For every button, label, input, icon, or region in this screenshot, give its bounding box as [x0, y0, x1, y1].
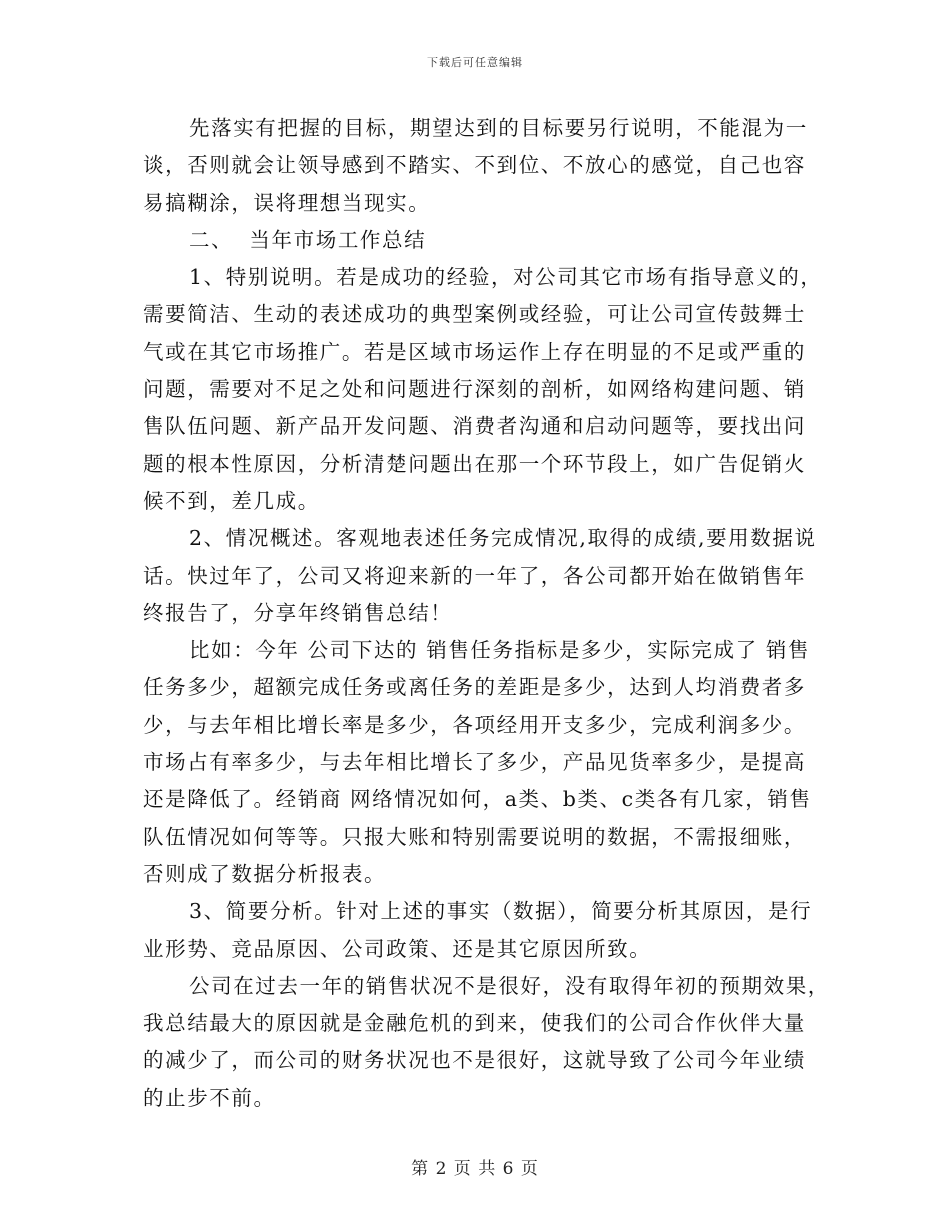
body-line: 市场占有率多少，与去年相比增长了多少，产品见货率多少，是提高 — [143, 750, 806, 775]
body-line: 任务多少，超额完成任务或离任务的差距是多少，达到人均消费者多 — [143, 675, 806, 700]
body-line: 先落实有把握的目标，期望达到的目标要另行说明，不能混为一 — [189, 116, 808, 140]
body-line: 终报告了，分享年终销售总结！ — [143, 600, 453, 625]
body-line: 的止步不前。 — [143, 1085, 276, 1110]
body-line: 话。快过年了，公司又将迎来新的一年了，各公司都开始在做销售年 — [143, 563, 806, 588]
body-line: 气或在其它市场推广。若是区域市场运作上存在明显的不足或严重的 — [143, 339, 806, 364]
body-line: 售队伍问题、新产品开发问题、消费者沟通和启动问题等，要找出问 — [143, 414, 806, 439]
body-line: 3、简要分析。针对上述的事实（数据），简要分析其原因，是行 — [189, 899, 813, 924]
body-line: 的减少了，而公司的财务状况也不是很好，这就导致了公司今年业绩 — [143, 1048, 806, 1073]
body-line: 否则成了数据分析报表。 — [143, 861, 387, 886]
body-line: 公司在过去一年的销售状况不是很好，没有取得年初的预期效果， — [189, 973, 830, 998]
page-number: 第 2 页 共 6 页 — [411, 1159, 539, 1179]
document-body — [143, 110, 830, 1117]
body-line: 问题，需要对不足之处和问题进行深刻的剖析，如网络构建问题、销 — [143, 377, 806, 402]
body-line: 业形势、竞品原因、公司政策、还是其它原因所致。 — [143, 936, 652, 961]
page-header: 下载后可任意编辑 — [427, 56, 523, 69]
body-line: 谈，否则就会让领导感到不踏实、不到位、不放心的感觉，自己也容 — [143, 153, 806, 178]
body-line: 1、特别说明。若是成功的经验，对公司其它市场有指导意义的， — [189, 265, 823, 290]
body-line: 队伍情况如何等等。只报大账和特别需要说明的数据，不需报细账， — [143, 824, 806, 849]
body-line: 少，与去年相比增长率是多少，各项经用开支多少，完成利润多少。 — [143, 712, 806, 737]
body-line: 需要简洁、生动的表述成功的典型案例或经验，可让公司宣传鼓舞士 — [143, 302, 806, 327]
body-line: 我总结最大的原因就是金融危机的到来，使我们的公司合作伙伴大量 — [143, 1011, 806, 1036]
body-line: 比如：今年 公司下达的 销售任务指标是多少，实际完成了 销售 — [189, 638, 811, 663]
body-line: 候不到，差几成。 — [143, 488, 320, 513]
body-line: 2、情况概述。客观地表述任务完成情况,取得的成绩,要用数据说 — [189, 526, 817, 551]
body-line: 题的根本性原因，分析清楚问题出在那一个环节段上，如广告促销火 — [143, 451, 806, 476]
body-line: 还是降低了。经销商 网络情况如何，a类、b类、c类各有几家，销售 — [143, 787, 812, 812]
section-heading: 二、 当年市场工作总结 — [189, 227, 427, 252]
body-line: 易搞糊涂，误将理想当现实。 — [143, 190, 431, 215]
